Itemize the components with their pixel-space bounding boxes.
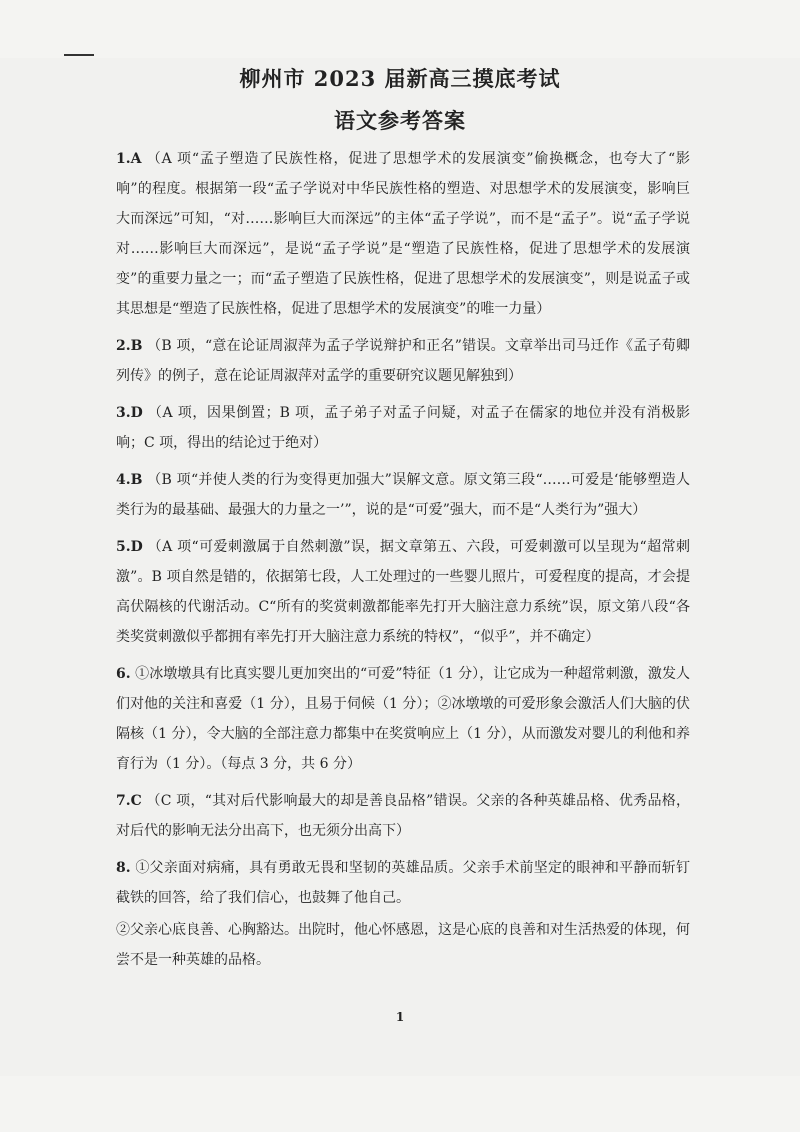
answer-text: ②父亲心底良善、心胸豁达。出院时，他心怀感恩，这是心底的良善和对生活热爱的体现，何尝不是一种英雄的品格。	[116, 922, 690, 968]
answer-number: 7.C	[116, 793, 142, 809]
answer-text: （B 项，“意在论证周淑萍为孟子学说辩护和正名”错误。文章举出司马迁作《孟子荀卿列传》的例子，意在论证周淑萍对孟学的重要研究议题见解独到）	[116, 338, 690, 384]
document-title: 柳州市 2023 届新高三摸底考试	[239, 66, 561, 91]
answer-number: 1.A	[116, 151, 142, 167]
corner-mark	[64, 54, 94, 56]
answer-item	[116, 331, 690, 391]
answer-item	[116, 465, 690, 525]
answer-text: （A 项“孟子塑造了民族性格，促进了思想学术的发展演变”偷换概念，也夸大了“影响”的程度。根据第一段“孟子学说对中华民族性格的塑造、对思想学术的发展演变，影响巨大而深远”可知，“对……影响巨大而深远”的主体“孟子学说”，而不是“孟子”。说“孟子学说对……影响巨大而深远”，是说“孟子学说”是“塑造了民族性格，促进了思想学术的发展演变”的重要力量之一；而“孟子塑造了民族性格，促进了思想学术的发展演变”，则是说孟子或其思想是“塑造了民族性格，促进了思想学术的发展演变”的唯一力量）	[116, 151, 690, 317]
answer-item	[116, 659, 690, 779]
answer-item	[116, 786, 690, 846]
page-number: 1	[395, 1010, 405, 1024]
answer-text: ①父亲面对病痛，具有勇敢无畏和坚韧的英雄品质。父亲手术前坚定的眼神和平静而斩钉截铁的回答，给了我们信心，也鼓舞了他自己。	[116, 860, 691, 906]
answer-number: 5.D	[116, 539, 143, 555]
answer-item	[116, 915, 690, 975]
answer-item	[116, 398, 690, 458]
answer-text: （A 项，因果倒置；B 项，孟子弟子对孟子问疑，对孟子在儒家的地位并没有消极影响；C 项，得出的结论过于绝对）	[116, 405, 691, 451]
answer-text: （A 项“可爱刺激属于自然刺激”误，据文章第五、六段，可爱刺激可以呈现为“超常刺激”。B 项自然是错的，依据第七段，人工处理过的一些婴儿照片，可爱程度的提高，才会提高伏隔核的代谢活动。C“所有的奖赏刺激都能率先打开大脑注意力系统”误，原文第八段“各类奖赏刺激似乎都拥有率先打开大脑注意力系统的特权”，“似乎”，并不确定）	[116, 539, 691, 645]
answer-item	[116, 532, 690, 652]
answer-item	[116, 853, 690, 913]
answer-number: 4.B	[116, 472, 143, 488]
answer-text: （B 项“并使人类的行为变得更加强大”误解文意。原文第三段“……可爱是‘能够塑造人类行为的最基础、最强大的力量之一’”，说的是“可爱”强大，而不是“人类行为”强大）	[116, 472, 690, 518]
answer-text: ①冰墩墩具有比真实婴儿更加突出的“可爱”特征（1 分），让它成为一种超常刺激，激发人们对他的关注和喜爱（1 分），且易于伺候（1 分）；②冰墩墩的可爱形象会激活人们大脑的伏隔核（1 分），令大脑的全部注意力都集中在奖赏响应上（1 分），从而激发对婴儿的利他和养育行为（1 分）。（每点 3 分，共 6 分）	[116, 666, 691, 772]
answer-number: 6.	[116, 666, 131, 682]
document-subtitle: 语文参考答案	[334, 108, 466, 133]
answer-item	[116, 144, 690, 324]
answer-number: 3.D	[116, 405, 143, 421]
answer-list	[116, 144, 690, 982]
answer-number: 8.	[116, 860, 131, 876]
answer-text: （C 项，“其对后代影响最大的却是善良品格”错误。父亲的各种英雄品格、优秀品格，对后代的影响无法分出高下，也无须分出高下）	[116, 793, 690, 839]
answer-number: 2.B	[116, 338, 143, 354]
